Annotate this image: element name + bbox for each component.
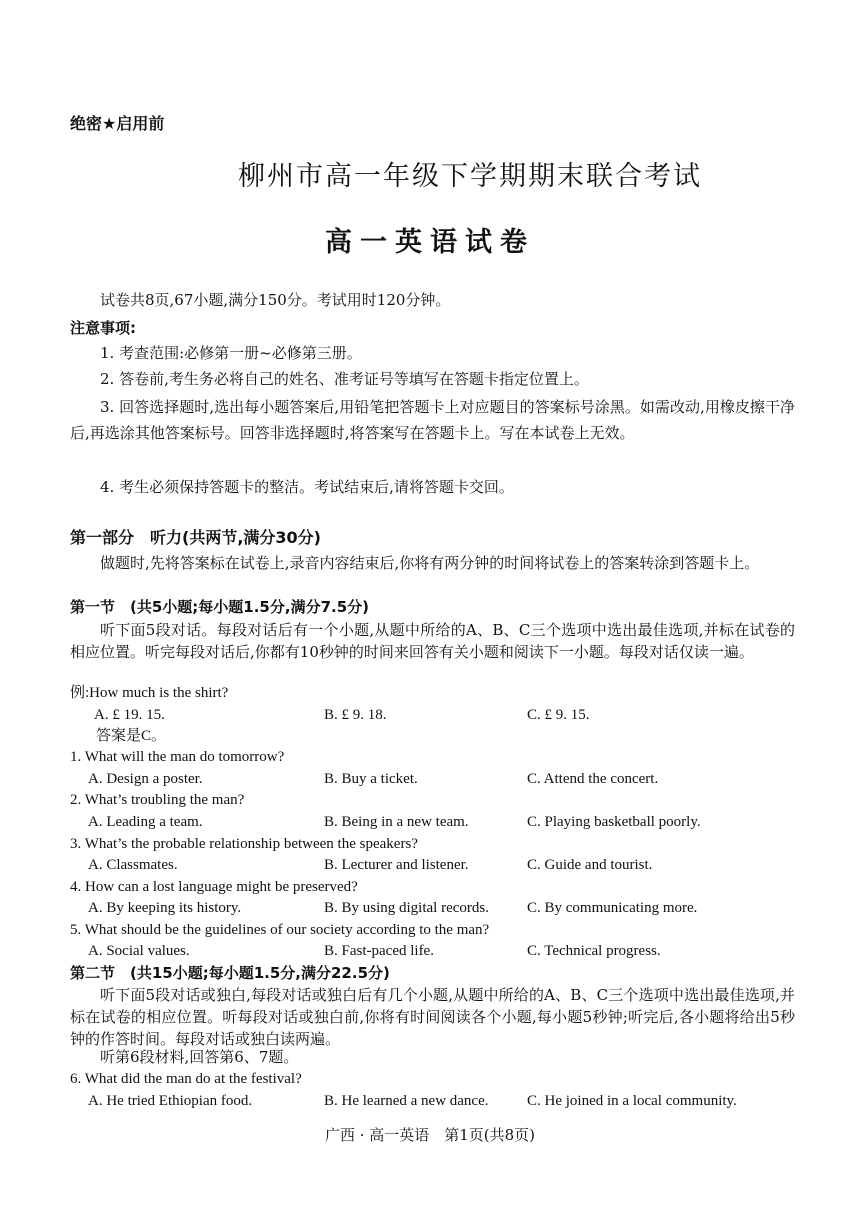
q2-option-c: C. Playing basketball poorly. (527, 814, 701, 830)
q3-option-c: C. Guide and tourist. (527, 857, 653, 873)
question-1: 1. What will the man do tomorrow? (70, 749, 285, 765)
page-footer: 广西 · 高一英语 第1页(共8页) (324, 1126, 536, 1144)
q4-option-c: C. By communicating more. (527, 900, 698, 916)
notice-item-4: 4. 考生必须保持答题卡的整洁。考试结束后,请将答题卡交回。 (100, 478, 514, 496)
q5-option-c: C. Technical progress. (527, 943, 661, 959)
part1-instruction: 做题时,先将答案标在试卷上,录音内容结束后,你将有两分钟的时间将试卷上的答案转涂到答题卡上。 (100, 554, 760, 572)
q6-option-c: C. He joined in a local community. (527, 1093, 737, 1109)
example-question: 例:How much is the shirt? (70, 685, 229, 701)
q2-option-b: B. Being in a new team. (324, 814, 469, 830)
section1-instruction: 听下面5段对话。每段对话后有一个小题,从题中所给的A、B、C三个选项中选出最佳选项,并标在试卷的相应位置。听完每段对话后,你都有10秒钟的时间来回答有关小题和阅读下一小题。每段对话仅读一遍。 (70, 621, 795, 661)
exam-intro: 试卷共8页,67小题,满分150分。考试用时120分钟。 (100, 291, 451, 309)
section2-instruction: 听下面5段对话或独白,每段对话或独白后有几个小题,从题中所给的A、B、C三个选项中选出最佳选项,并标在试卷的相应位置。听每段对话或独白前,你将有时间阅读各个小题,每小题5秒钟;听完后,各小题将给出5秒钟的作答时间。每段对话或独白读两遍。 (70, 986, 795, 1048)
q5-option-b: B. Fast-paced life. (324, 943, 434, 959)
confidential-label: 绝密★启用前 (70, 114, 165, 133)
material-note: 听第6段材料,回答第6、7题。 (100, 1048, 299, 1066)
q4-option-a: A. By keeping its history. (88, 900, 242, 916)
q1-option-a: A. Design a poster. (88, 771, 203, 787)
question-6: 6. What did the man do at the festival? (70, 1071, 302, 1087)
q5-option-a: A. Social values. (88, 943, 190, 959)
exam-subtitle: 高一英语试卷 (325, 227, 535, 258)
question-2: 2. What’s troubling the man? (70, 792, 245, 808)
part1-heading: 第一部分 听力(共两节,满分30分) (70, 528, 321, 547)
example-option-a: A. £ 19. 15. (94, 707, 165, 723)
example-answer: 答案是C。 (96, 728, 167, 744)
exam-title: 柳州市高一年级下学期期末联合考试 (238, 161, 702, 192)
notice-heading: 注意事项: (70, 319, 136, 337)
notice-item-3: 3. 回答选择题时,选出每小题答案后,用铅笔把答题卡上对应题目的答案标号涂黑。如需改动,用橡皮擦干净后,再选涂其他答案标号。回答非选择题时,将答案写在答题卡上。写在本试卷上无效。 (70, 398, 795, 442)
example-option-c: C. £ 9. 15. (527, 707, 590, 723)
q1-option-b: B. Buy a ticket. (324, 771, 418, 787)
q3-option-a: A. Classmates. (88, 857, 178, 873)
question-5: 5. What should be the guidelines of our society according to the man? (70, 922, 490, 938)
notice-item-2: 2. 答卷前,考生务必将自己的姓名、准考证号等填写在答题卡指定位置上。 (100, 370, 589, 388)
q3-option-b: B. Lecturer and listener. (324, 857, 469, 873)
section1-heading: 第一节 (共5小题;每小题1.5分,满分7.5分) (70, 598, 369, 616)
q6-option-a: A. He tried Ethiopian food. (88, 1093, 253, 1109)
question-4: 4. How can a lost language might be preserved? (70, 879, 358, 895)
q6-option-b: B. He learned a new dance. (324, 1093, 489, 1109)
question-3: 3. What’s the probable relationship between the speakers? (70, 836, 418, 852)
q4-option-b: B. By using digital records. (324, 900, 489, 916)
notice-item-1: 1. 考查范围:必修第一册~必修第三册。 (100, 344, 362, 362)
q2-option-a: A. Leading a team. (88, 814, 203, 830)
section2-heading: 第二节 (共15小题;每小题1.5分,满分22.5分) (70, 964, 390, 982)
example-option-b: B. £ 9. 18. (324, 707, 387, 723)
q1-option-c: C. Attend the concert. (527, 771, 659, 787)
